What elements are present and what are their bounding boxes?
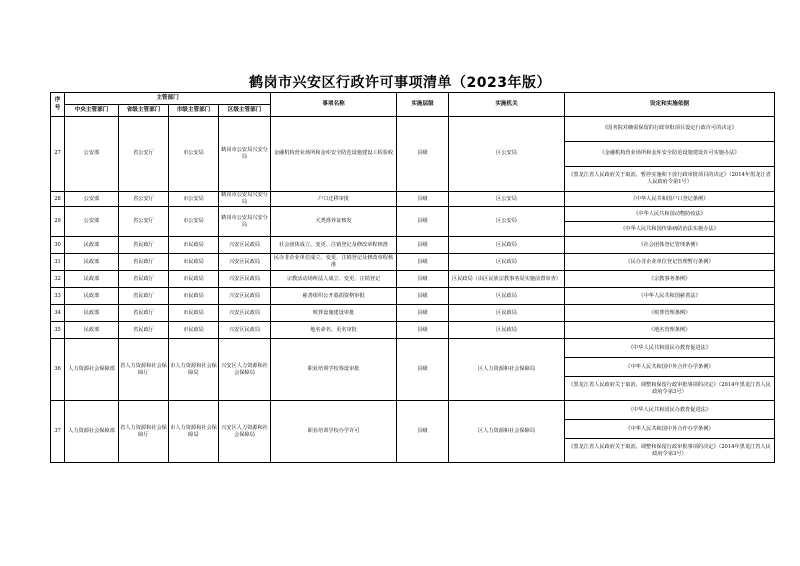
seq-cell: 31 <box>51 254 65 271</box>
basis-cell: 《中华人民共和国慈善法》 <box>565 288 775 305</box>
seq-cell: 37 <box>51 401 65 463</box>
central-dept-cell: 民政部 <box>65 271 119 288</box>
seq-cell: 29 <box>51 207 65 237</box>
district-dept-cell: 兴安区民政局 <box>219 305 271 322</box>
central-dept-cell: 公安部 <box>65 192 119 207</box>
item-name-cell: 慈善组织公开募捐资格审批 <box>271 288 397 305</box>
table-row <box>51 401 775 420</box>
central-dept-cell: 民政部 <box>65 305 119 322</box>
province-dept-cell: 省公安厅 <box>119 117 169 192</box>
seq-cell: 27 <box>51 117 65 192</box>
city-dept-cell: 市公安局 <box>169 117 219 192</box>
table-row <box>51 254 775 271</box>
central-dept-cell: 民政部 <box>65 288 119 305</box>
item-name-cell: 职业培训学校办学许可 <box>271 401 397 463</box>
basis-cell: 《宗教事务条例》 <box>565 271 775 288</box>
agency-cell: 区公安局 <box>449 192 565 207</box>
province-dept-cell: 省民政厅 <box>119 322 169 339</box>
level-cell: 县级 <box>397 271 449 288</box>
basis-cell: 《黑龙江省人民政府关于取消、调整和保留行政审批事项的决定》（2014年黑龙江省人民政府令第3号） <box>565 439 775 463</box>
central-dept-cell: 民政部 <box>65 322 119 339</box>
header-district: 区级主管部门 <box>219 105 271 117</box>
seq-cell: 33 <box>51 288 65 305</box>
seq-cell: 32 <box>51 271 65 288</box>
table-row <box>51 339 775 358</box>
item-name-cell: 地名命名、更名审批 <box>271 322 397 339</box>
agency-cell: 区民政局 <box>449 305 565 322</box>
city-dept-cell: 市人力资源和社会保障局 <box>169 401 219 463</box>
header-item: 事项名称 <box>271 93 397 117</box>
header-basis: 设定和实施依据 <box>565 93 775 117</box>
central-dept-cell: 民政部 <box>65 254 119 271</box>
basis-cell: 《金融机构营业场所和金库安全防范设施建设许可实施办法》 <box>565 142 775 167</box>
basis-cell: 《黑龙江省人民政府关于取消、暂停实施和下放行政审批项目的决定》（2014年黑龙江省人民政府令第1号） <box>565 167 775 192</box>
level-cell: 县级 <box>397 254 449 271</box>
seq-cell: 36 <box>51 339 65 401</box>
basis-cell: 《中华人民共和国动物防疫法》 <box>565 207 775 222</box>
province-dept-cell: 省民政厅 <box>119 288 169 305</box>
basis-cell: 《中华人民共和国民办教育促进法》 <box>565 339 775 358</box>
basis-cell: 《中华人民共和国中外合作办学条例》 <box>565 358 775 377</box>
province-dept-cell: 省民政厅 <box>119 271 169 288</box>
header-dept-group: 主管部门 <box>65 93 271 105</box>
agency-cell: 区民政局 <box>449 288 565 305</box>
seq-cell: 30 <box>51 237 65 254</box>
header-province: 省级主管部门 <box>119 105 169 117</box>
district-dept-cell: 兴安区人力资源和社会保障局 <box>219 339 271 401</box>
header-agency: 实施机关 <box>449 93 565 117</box>
agency-cell: 区人力资源和社会保障局 <box>449 401 565 463</box>
city-dept-cell: 市民政局 <box>169 271 219 288</box>
city-dept-cell: 市民政局 <box>169 254 219 271</box>
basis-cell: 《民办非企业单位登记管理暂行条例》 <box>565 254 775 271</box>
level-cell: 县级 <box>397 401 449 463</box>
district-dept-cell: 兴安区人力资源和社会保障局 <box>219 401 271 463</box>
item-name-cell: 职业培训学校筹设审批 <box>271 339 397 401</box>
item-name-cell: 社会团体成立、变更、注销登记及修改章程核准 <box>271 237 397 254</box>
district-dept-cell: 兴安区民政局 <box>219 237 271 254</box>
basis-cell: 《黑龙江省人民政府关于取消、调整和保留行政审批事项的决定》（2014年黑龙江省人民政府令第3号） <box>565 377 775 401</box>
agency-cell: 区民政局（由区民族宗教事务局实施前置审查） <box>449 271 565 288</box>
item-name-cell: 金融机构营业场所和金库安全防范设施建设工程验收 <box>271 117 397 192</box>
basis-cell: 《社会团体登记管理条例》 <box>565 237 775 254</box>
header-level: 实施层级 <box>397 93 449 117</box>
province-dept-cell: 省民政厅 <box>119 305 169 322</box>
item-name-cell: 宗教活动场所法人成立、变更、注销登记 <box>271 271 397 288</box>
city-dept-cell: 市民政局 <box>169 237 219 254</box>
seq-cell: 28 <box>51 192 65 207</box>
table-row <box>51 117 775 142</box>
basis-cell: 《中华人民共和国中外合作办学条例》 <box>565 420 775 439</box>
agency-cell: 区人力资源和社会保障局 <box>449 339 565 401</box>
province-dept-cell: 省民政厅 <box>119 254 169 271</box>
item-name-cell: 犬类准养证核发 <box>271 207 397 237</box>
agency-cell: 区民政局 <box>449 322 565 339</box>
item-name-cell: 殡葬设施建设审批 <box>271 305 397 322</box>
level-cell: 县级 <box>397 117 449 192</box>
central-dept-cell: 公安部 <box>65 117 119 192</box>
district-dept-cell: 鹤岗市公安局兴安分局 <box>219 207 271 237</box>
item-name-cell: 户口迁移审批 <box>271 192 397 207</box>
seq-cell: 35 <box>51 322 65 339</box>
agency-cell: 区民政局 <box>449 254 565 271</box>
table-row <box>51 207 775 222</box>
table-row <box>51 192 775 207</box>
central-dept-cell: 人力资源社会保障部 <box>65 339 119 401</box>
district-dept-cell: 鹤岗市公安局兴安分局 <box>219 117 271 192</box>
agency-cell: 区公安局 <box>449 207 565 237</box>
district-dept-cell: 兴安区民政局 <box>219 271 271 288</box>
central-dept-cell: 民政部 <box>65 237 119 254</box>
province-dept-cell: 省民政厅 <box>119 237 169 254</box>
city-dept-cell: 市民政局 <box>169 322 219 339</box>
table-row <box>51 271 775 288</box>
item-name-cell: 民办非企业单位成立、变更、注销登记及修改章程核准 <box>271 254 397 271</box>
province-dept-cell: 省人力资源和社会保障厅 <box>119 339 169 401</box>
district-dept-cell: 兴安区民政局 <box>219 288 271 305</box>
header-seq: 序号 <box>51 93 65 117</box>
district-dept-cell: 兴安区民政局 <box>219 322 271 339</box>
level-cell: 县级 <box>397 207 449 237</box>
central-dept-cell: 公安部 <box>65 207 119 237</box>
basis-cell: 《国务院对确需保留的行政审批项目设定行政许可的决定》 <box>565 117 775 142</box>
table-row <box>51 322 775 339</box>
city-dept-cell: 市民政局 <box>169 288 219 305</box>
province-dept-cell: 省公安厅 <box>119 207 169 237</box>
province-dept-cell: 省人力资源和社会保障厅 <box>119 401 169 463</box>
city-dept-cell: 市人力资源和社会保障局 <box>169 339 219 401</box>
seq-cell: 34 <box>51 305 65 322</box>
district-dept-cell: 鹤岗市公安局兴安分局 <box>219 192 271 207</box>
level-cell: 县级 <box>397 305 449 322</box>
city-dept-cell: 市民政局 <box>169 305 219 322</box>
province-dept-cell: 省公安厅 <box>119 192 169 207</box>
city-dept-cell: 市公安局 <box>169 192 219 207</box>
table-row <box>51 305 775 322</box>
header-central: 中央主管部门 <box>65 105 119 117</box>
basis-cell: 《地名管理条例》 <box>565 322 775 339</box>
level-cell: 县级 <box>397 288 449 305</box>
level-cell: 县级 <box>397 237 449 254</box>
district-dept-cell: 兴安区民政局 <box>219 254 271 271</box>
agency-cell: 区民政局 <box>449 237 565 254</box>
basis-cell: 《殡葬管理条例》 <box>565 305 775 322</box>
table-row <box>51 237 775 254</box>
table-row <box>51 288 775 305</box>
permit-table <box>50 92 775 463</box>
basis-cell: 《中华人民共和国户口登记条例》 <box>565 192 775 207</box>
level-cell: 县级 <box>397 322 449 339</box>
level-cell: 县级 <box>397 339 449 401</box>
basis-cell: 《中华人民共和国民办教育促进法》 <box>565 401 775 420</box>
header-city: 市级主管部门 <box>169 105 219 117</box>
central-dept-cell: 人力资源社会保障部 <box>65 401 119 463</box>
city-dept-cell: 市公安局 <box>169 207 219 237</box>
agency-cell: 区公安局 <box>449 117 565 192</box>
level-cell: 县级 <box>397 192 449 207</box>
basis-cell: 《中华人民共和国传染病防治法实施办法》 <box>565 222 775 237</box>
page-title: 鹤岗市兴安区行政许可事项清单（2023年版） <box>249 75 551 91</box>
